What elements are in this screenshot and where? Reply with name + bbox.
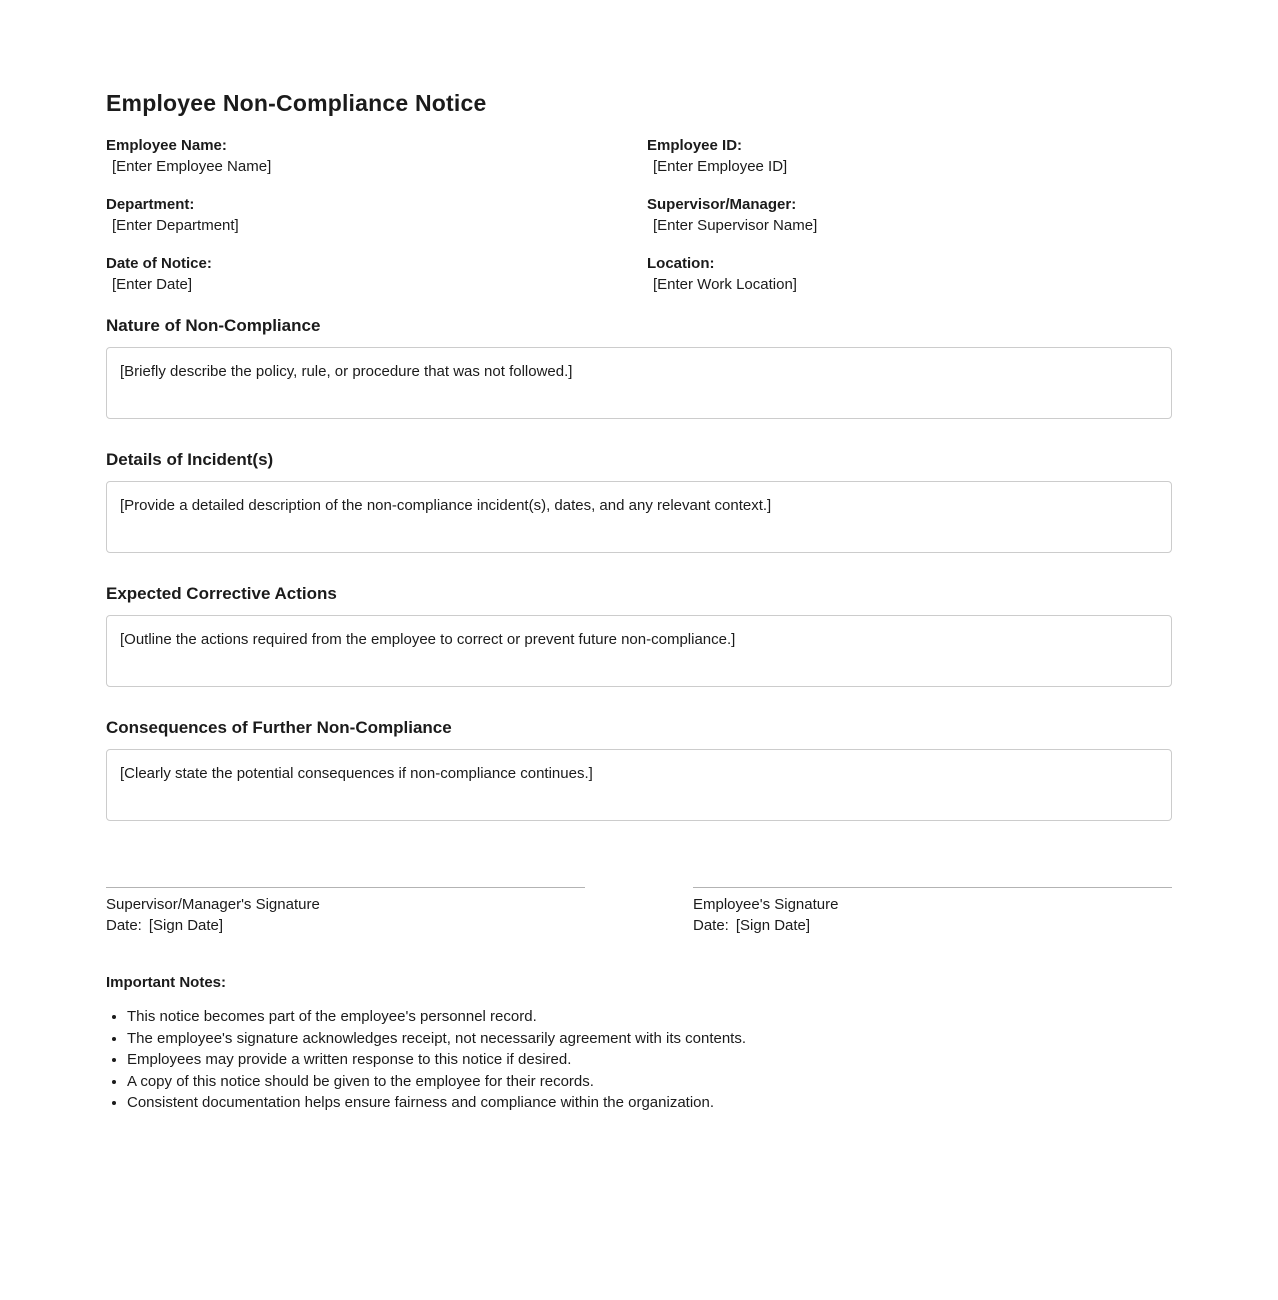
note-item: • Consistent documentation helps ensure fairness and compliance within the organization. bbox=[127, 1092, 1172, 1114]
field-value: [Enter Date] bbox=[112, 276, 193, 293]
details-placeholder-text: [Provide a detailed description of the non-compliance incident(s), dates, and any relevant context.] bbox=[120, 497, 772, 514]
section-heading-corrective-actions: Expected Corrective Actions bbox=[106, 584, 337, 603]
employee-signature-line bbox=[693, 887, 1172, 888]
employee-sign-date bbox=[693, 915, 1172, 936]
field-department bbox=[106, 194, 647, 236]
employee-signature-label: Employee's Signature bbox=[693, 896, 839, 913]
supervisor-signature-line bbox=[106, 887, 585, 888]
supervisor-sign-date bbox=[106, 915, 585, 936]
field-date-of-notice bbox=[106, 253, 647, 295]
field-label: Supervisor/Manager: bbox=[647, 196, 797, 213]
signature-row bbox=[106, 887, 1172, 936]
date-label: Date: bbox=[693, 917, 729, 934]
field-location bbox=[647, 253, 1172, 295]
corrective-actions-placeholder-text: [Outline the actions required from the employee to correct or prevent future non-compliance.] bbox=[120, 631, 736, 648]
note-item: • A copy of this notice should be given to the employee for their records. bbox=[127, 1071, 1172, 1093]
section-heading-nature: Nature of Non-Compliance bbox=[106, 316, 321, 335]
corrective-actions-textarea[interactable] bbox=[106, 615, 1172, 687]
details-textarea[interactable] bbox=[106, 481, 1172, 553]
field-value: [Enter Employee ID] bbox=[653, 158, 788, 175]
section-heading-details: Details of Incident(s) bbox=[106, 450, 274, 469]
field-employee-id bbox=[647, 135, 1172, 177]
field-label: Location: bbox=[647, 255, 715, 272]
field-label: Date of Notice: bbox=[106, 255, 212, 272]
note-item: • The employee's signature acknowledges receipt, not necessarily agreement with its contents. bbox=[127, 1028, 1172, 1050]
important-notes-list bbox=[106, 1006, 1172, 1114]
field-supervisor-manager bbox=[647, 194, 1172, 236]
important-notes-section bbox=[106, 972, 1172, 1114]
field-label: Employee Name: bbox=[106, 137, 227, 154]
note-item: • This notice becomes part of the employee's personnel record. bbox=[127, 1006, 1172, 1028]
consequences-textarea[interactable] bbox=[106, 749, 1172, 821]
fields-grid bbox=[106, 135, 1172, 295]
field-label: Department: bbox=[106, 196, 195, 213]
supervisor-signature-block bbox=[106, 887, 585, 936]
page-title: Employee Non-Compliance Notice bbox=[106, 90, 487, 116]
nature-placeholder-text: [Briefly describe the policy, rule, or procedure that was not followed.] bbox=[120, 363, 573, 380]
field-value: [Enter Work Location] bbox=[653, 276, 797, 293]
employee-signature-block bbox=[693, 887, 1172, 936]
date-value: [Sign Date] bbox=[148, 917, 224, 934]
nature-textarea[interactable] bbox=[106, 347, 1172, 419]
field-value: [Enter Employee Name] bbox=[112, 158, 272, 175]
field-value: [Enter Supervisor Name] bbox=[653, 217, 818, 234]
field-employee-name bbox=[106, 135, 647, 177]
important-notes-heading: Important Notes: bbox=[106, 974, 226, 991]
field-value: [Enter Department] bbox=[112, 217, 239, 234]
supervisor-signature-label: Supervisor/Manager's Signature bbox=[106, 896, 320, 913]
field-label: Employee ID: bbox=[647, 137, 743, 154]
note-item: • Employees may provide a written response to this notice if desired. bbox=[127, 1049, 1172, 1071]
date-value: [Sign Date] bbox=[735, 917, 811, 934]
section-heading-consequences: Consequences of Further Non-Compliance bbox=[106, 718, 452, 737]
date-label: Date: bbox=[106, 917, 142, 934]
consequences-placeholder-text: [Clearly state the potential consequences if non-compliance continues.] bbox=[120, 765, 593, 782]
